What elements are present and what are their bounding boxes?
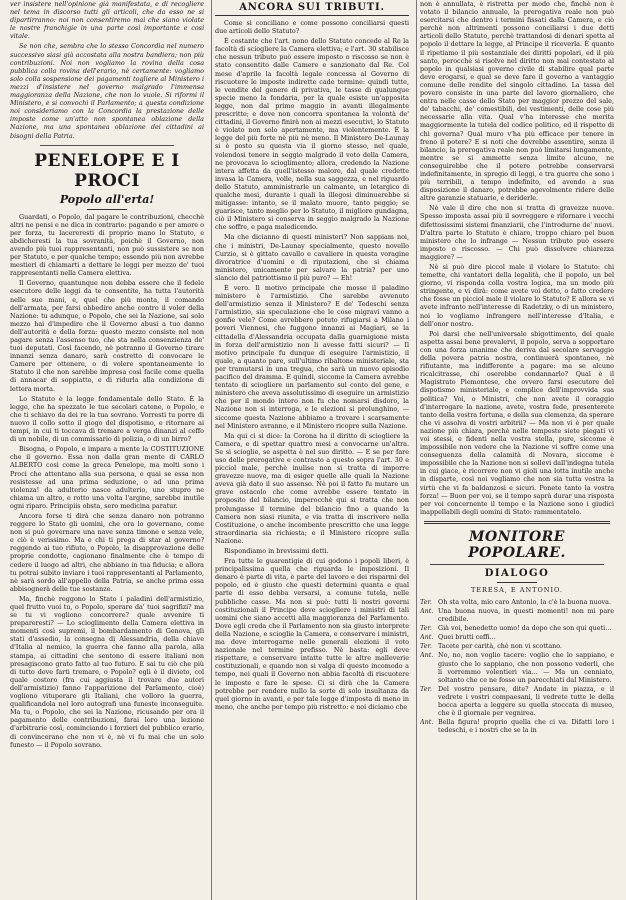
line-text: Bella figura! proprio quella che ci va. Difatti loro i tedeschi, e i nostri che se la in <box>438 718 614 735</box>
paragraph: Fra tutte le guarentigie di cui godono i popoli liberi, è principalissima quella che riguarda le imposizioni. Il denaro è parte di vita, è parte del lavoro e dei risparmi del popolo, ed è giusto che questi determini quanta e qual parte di esso debba versarsi, a comune tutela, nelle pubbliche casse. Ma non si può: tutti li nostri governi costituzionali il Principe deve sciogliere i ministri di tali uomini che siano accetti alla maggioranza del Parlamento. Dove egli creda che il Parlamento non sia giusto interprete della Nazione, e scioglie la Camera, e conservare i ministri, ma deve interrogarne nelle generali elezioni il voto nazionale nel termine prefisso. Nè basta: egli deve rispettare, e conservare intatte tutte le altre malleverie costituzionali, e quando non si valga di questo incomodo a tempo, nei quali il Governo non abbia facoltà di riscuotere le imposte e fare le spese. Ci si dirà che la Camera potrebbe per rendere nullo la sorte di solo insultanza da quel giorno in avanti, e per tale legge d'imposta di meno in meno, che anche per tempo più ristretto: e noi diciamo che <box>215 557 409 711</box>
dialog-line <box>420 718 614 734</box>
paragraph: Se non che, sembra che lo stesso Concordia nel numero successivo siasi già accostata alla nostra bandiera; non più contribuzioni. Noi non vogliamo la rovina della cosa pubblica colla rovina dell'erario, nè certamente: vogliamo solo colla sospensione dei pagamenti togliere al Ministero i mezzi d'insistere nel governo malgrado l'immensa maggioranza della Nazione, che non lo vuole. Si riformi il Ministero, e si convochi il Parlamento; a questa condizione noi consideriamo con la Concordia la prestazione delle imposte come un'atto non spontanea oblazione della Nazione, ma una spontanea oblazione dei cittadini ai bisogni della Patria. <box>10 42 204 140</box>
column-3 <box>420 0 614 900</box>
paragraph: Ma, finchè reggono lo Stato i paladini dell'armistizio, quel frutto vuoi tu, o Popolo, sperare da' tuoi sagrifizi? ma se tu vi vogliono concorrere? quale avvenire ti prepareresti? — Lo scioglimento della Camera elettiva in momenti così supremi, il bombardamento di Genova, gli stati d'assedio, la consegna di Alessandria, della chiave d'Italia al nemico, la guerra che fanno alla parola, alla stampa, ai cittadini che sentono di essere italiani non presagiscono grato fatto al tuo futuro. E sai tu ciò che più di tutto deve farti tremare, o Popolo? egli è il divieto, col quale costoro (fra cui aggiusta il trovare due autori dell'armistizio) fanno l'apparizione del Parlamento, cioè) vogliono vituperare gli Italiani, che volloro la guerra, qualificandola nel loro autografi una funeste inconseguite. Ma tu, o Popolo, che sei la Nazione, ricusando per ora il pagamento delle contribuzioni, farai loro una lezione d'arbitrarie così, cominciando i forzieri del pubblico erario, di convincerano che non vi è, nè vi fu mai che un solo funesto — il Popolo sovrano. <box>10 594 204 749</box>
paragraph: È costante che l'art. nono dello Statuto concede al Re la facoltà di sciogliere la Camera elettiva; e l'art. 30 stabilisce che nessun tributo può essere imposto o riscosso se non è stato consentito dalle Camere e sanzionato dal Re. Col mese d'aprile la facoltà legale concessa al Governo di riscuotere le imposte indirette cade termine: quindi tutte, le vendite del genere di privativa, le tasse di qualunque specie meno la fondaria, per la quale esiste un'apposita legge, non dal primo maggio in avanti illegalmente prescritte; e dove non concorra spontanea la volontà de' cittadini, il Governo finirà non ai mezzi esecutivi, lo Statuto è violato non solo apertamente, ma violentemente. È la legge del più forte nè più nè meno. Il Ministero De-Launay si è posto su questa via il giorno stesso, nel quale, volendosi tenere in seggio malgrado il voto della Camera, ne provocava lo scioglimento; allora, credendo la Nazione intera affetta da quell'istesso malore, dal quale credette invasa la Camera, volle, nella sua saggezza, e nel riguardo dello Statuto, amministrarle un calmante, un letargico di qualche mesi, durante i quali la illegosi diminuerebbe si mitigasse: intanto, se il malato muore, tanto peggio; se guarisce, tanto meglio per lo Statuto, il migliore gundagna, ciò il Ministero si conserva in seggio malgrado la Nazione che soffre, e paga maledicendo. <box>215 37 409 232</box>
line-text: Una buona nuova, in questi momenti! non mi pare credibile. <box>438 607 614 624</box>
paragraph: Come si conciliano e come possono conciliarsi questi due articoli dello Statuto? <box>215 19 409 36</box>
paragraph: Nè si può dire piccol male il violare lo Statuto: chi temette, chi vantatori della legalità, che il popolo, un bel giorno, vi risponda colla vostra logica, ma un modo più stringente, e vi dirà: come avete voi detto, o fatto credere che fosse un picciol male il violare lo Statuto? E allora se vi avete infranto nell'interesse di Radetzky, o di un ministero, noi lo vogliamo infrangere nell'interesse d'Italia, e dell'onor nostro. <box>420 263 614 328</box>
line-text: No, no, non voglio tacere: voglio che lo sappiano, e giusto che lo sappiano, che non possono vederli, che li vorremmo volentieri via... — Ma un cenniato, soltanto che ce ne fosse un parecchiati dal Ministero. <box>438 651 614 684</box>
speaker: Ant. <box>420 718 434 727</box>
article-body <box>215 19 409 711</box>
paragraph: non è annullata, è ristretta per modo che, finchè non è votato il bilancio annuale, la prerogativa reale non può esercitarsi che dentro i termini fissati dalla Camera, e ciò perchè non altrimenti possono conciliarsi i due detti articoli dello Statuto, perchè trattandosi di denari spetta al popolo il dettare la legge, al Principe il riceverla. È quanto il ripetiamo il più sostanziale dei diritti popolari, ed il più santo, perocchè si risolve nel diritto non mai contestato al popolo in qualsiasi governo civile di stabilire qual parte deve erogarsi, e qual se deve fare il governo a vantaggio comune delle rendite del singolo cittadino. La tassa del povero consiste in una parte del lavoro giornaliero, che entra nelle casse dello Stato per maggior prezzo del sale, de' tabacchi, de' comestibili, dei vestimenti, delle cose più necessarie alla vita. Qual v'ha interesse che merita maggiormente la tutela del codice politico, ed il rispetto di chi governa? Qual muro v'ha più efficace per tenere in freno il potere? E si noti che dovrebbe assentire, senza il bilancio, la prerogativa reale non può limitarsi lungamente, mentre se si ammette senza limite alcuno, ne conseguirebbe che il potere potrebbe conservarsi indefinitamente, in spregio di leggi, e tra guerre che sono i più terribili, a tempo indefinito, ed avendo a sua disposizione il danaro, potrebbe agevolmente ridere delle altre garanzie statuarie, e deriderle. <box>420 0 614 203</box>
speaker: Ant. <box>420 633 434 642</box>
paragraph: Ma qui ci si dice: la Corona ha il diritto di sciogliere la Camera, e di spettar quattro mesi a convocarne un'altra. Se si scioglie, se aspetta è nel suo diritto. — E se per fare uso delle prerogative e contrasto a questo sopra l'art. 30 e picciol male, perchè inulise non si tratta di imporre gravezze nuove, ma di esiger quelle alle quali la Nazione aveva già dato il suo assenso. Nè poi il fatto fu mutare un grave ostacolo che come avrebbe essere tentato in proposito del bilancio, imperocchè qui si tratta che non prolungasse il termine del bilancio fino a quando la Camera non siasi riunita, e via tratta di inscrivere nella Costituzione, o anche incombente prescritto che una legge straordinaria sia richiesta; e il Ministero ricopre sulla Nazione. <box>215 431 409 545</box>
divider <box>424 521 610 524</box>
dialog-line <box>420 598 614 606</box>
paragraph: Poi darsi che nell'universale sbigottimento, del quale aspetta assai bene prevalervi, il popolo, serva a sopportare con una forza unanime che deriva dal secolare servaggio della povera patria nostra, continuerà spontaneo, nè rifiutante, ma indifferente a pagare: ma se alcuno ricalcitrasse, chi oserebbe condannarlo? Qual è il Magistrato Piemontese, che ovvero farsi esecutore del dispotismo ministeriale, e complice dell'improvvida sua politica? Voi, o Ministri, che non avete il coraggio d'interrogare la nazione, avete, vostra fede, presenterete tanto della vostra fortuna, e della sua clemenza, da sperare che vi assolva di vostri arbitrii? — Ma non vi è per quale nazione più chiara, perchè nelle tempeste siete piegati vi voi stessi, e fidenti nella vostra stella, pure, siccome è impossibile non vedere che la Nazione vi soffre come una conseguenza della calamità di Novara, siccome è impossibile che la Nazione non si sollevi dall'indegna tutela in cui giace, è ricorrere non vi gioli una lotta inutile anche in disparte, così noi vogliamo che non sia tutta vostra la virtù che vi fa baldanzosi e sicuri. Ponete tanto la vostra forza! — Buon per voi, se il tempo saprà durar una risposta per voi concernente il tempo e la Nazione sono i giudici inappellabili degli uomini di Stato: rammentatelo. <box>420 329 614 516</box>
paragraph: Ma che dicianno di questi ministeri? Non sappiam noi, che i ministri, De-Launay specialmente, questo novello Curzio, si è gittato cavallo e cavaliere in questa voragine divoratrice d'uomini e di riputazioni, che si chiama ministero, unicamente per salvare la patria? per uno slancio del patriottismo il più puro? — Eh! <box>215 233 409 282</box>
line-text: Del vostro pensare, dite? Andate in piazza, e il vedrete i vostri compaesani, li vedrete tutte le della bocca aperta a leggere su quella stoccata di museo, che è il giornale per vegnirea. <box>438 684 614 718</box>
section-title: MONITORE POPOLARE. <box>468 528 566 561</box>
speaker: Ter. <box>420 624 432 633</box>
intro-text <box>10 0 204 140</box>
speaker: Ant. <box>420 651 434 660</box>
column-2 <box>215 0 409 900</box>
dialog-title: DIALOGO <box>484 567 550 579</box>
paragraph: Ancora forse ti dirà che senza danaro non potranno reggere lo Stato gli uomini, che ora lo governano, come non si può governare una nave senza timone e senza vele, e ciò è verissimo. Ma e chi ti prega di star al governo? reggendo ai tuo rifiuto, o Popolo, la disapprovazione delle proprie condotte, cagionano finalmente che è tempo di cedere il luogo ad altri, che abbiano in tua fiducia; e allora tu potrai subito inviare i tuoi rappresentanti al Parlamento, nè sarà sordo all'appello della Patria, se anche prima essa abbisognerà delle tue sostanze. <box>10 511 204 593</box>
dialog-persons: TERESA, E ANTONIO. <box>470 585 564 594</box>
dialog-line <box>420 685 614 717</box>
paragraph: Il Governo, quantunque non debba essere che il fedele esecutore delle leggi da te consentite, ha tutta l'autorità nelle sue mani, e, quel che più monta, il comando dell'armata, per farsi obbedire anche contro il voler della Nazione: tu adunque, o Popolo, che sei la Nazione, sai solo mezzo hai d'impedire che il Governo abusi a tuo danno dell'autorità e della forza: questo mezzo consiste nel non pagare senza l'assenso tuo, che sta nella consenzienza de' tuoi deputati. Così facendo, nè potranno il Governo tirare innanzi senza danaro, sarà costretto di convocare le Camere per ottenere, o di volere spontaneamente lo Statuto il che non sarebbe impresa così facile come quella di annacar di soppiatto, e di ridurla alla condizione di lettera morta. <box>10 279 204 393</box>
speaker: Ant. <box>420 607 434 615</box>
dialog-line <box>420 607 614 623</box>
speaker: Ter. <box>420 597 432 606</box>
divider <box>497 582 537 583</box>
line-text: Già voi, benedetto uomo! da dopo che son qui queti... <box>438 624 612 633</box>
article-body <box>420 0 614 516</box>
line-text: Oh sta volta, mio caro Antonio, la c'è la buona nuova. <box>438 597 612 606</box>
paragraph: Nè vale il dire che non si tratta di gravezze nuove. Spesso imposta assai più il sovreggere e rifornare i vecchi difettosissimi sistemi finanziarii, che l'introdurne de' nuovi. D'altra parte lo Statuto è chiaro, troppo chiaro pel buon ministero che lo infrange — Nessun tributo può essere imposto o riscosso. — Chi può dissolvere chiarezza maggiore? — <box>420 204 614 261</box>
line-text: Tacete per carità, chè non vi scottano. <box>438 642 563 651</box>
dialog-line <box>420 651 614 683</box>
dialog-body <box>420 598 614 735</box>
divider <box>40 145 174 146</box>
column-1 <box>10 0 204 900</box>
column-rule <box>416 0 417 900</box>
dialog-line <box>420 624 614 632</box>
paragraph: Rispondiamo in brevissimi detti. <box>224 547 329 555</box>
line-text: Quei brutti ceffi... <box>438 633 496 642</box>
article-subtitle: Popolo all'erta! <box>59 192 155 206</box>
article-title: ANCORA SUI TRIBUTI. <box>215 2 409 16</box>
paragraph: ver insistere nell'opinione già manifestata, e di recogliere nel tema in discorso tutti gli articoli, che da esso ne si dipartirranno: noi non consentiremo mai che siano violate le nostre franchigie in una parte così importante e così vitale. <box>10 0 204 41</box>
divider <box>430 564 604 565</box>
paragraph: È vero. Il motivo principale che mosse il paladino ministero è l'armistizio. Che sarebbe avvenuto dell'armistizio senza il Ministero? E de' Tedeschi senza l'armistizio, sia speculazione che le cose migravi vanno a gonfie vele? Come avrebbero potuto rifugiarsi a Milano i poveri Viennesi, che fuggono innanzi ai Magiari, se la cittadella d'Alessandria occupata dalla guarnigione mista in forza dell'armistizio non li avesse fatti sicuri? — Il motivo principale fu dunque di eseguire l'armistizio, il quale, a quanto pare, sull'ultimo ribaltone ministeriale, sta per tramutarsi in una tregua, che sarà un nuovo episodio pacifico del dramma. E quindi, siccome la Camera avrebbe tentato di sciogliere un parlamento sul conto del gene, e ministero che aveva assolutissimo di eseguire un armistizio che per il mondo intero non fu che nomarsi disdoro, la Nazione non si interroga, e le elezioni si prolunghino, — siccome questa Nazione abbiamo a trovare i scarsamente nel Ministero avranno, e il Ministero ricopre sulla Nazione. <box>215 284 409 430</box>
article-title: PENELOPE E I PROCI <box>34 150 180 191</box>
column-rule <box>211 0 212 900</box>
dialog-line <box>420 642 614 650</box>
article-body <box>10 213 204 749</box>
paragraph: Bisogna, o Popolo, e impara a mente la COSTITUZIONE che il governo. Essa non dalla gran mente di CARLO ALBERTO così come la greca Penelope, ma molti sono i Proci che attentano alla sua persona, e quai se essa non resistesse ad una prima seduzione, o ad una prima violenza! da adulterio nasce adulterio, uno stupro ne chiama un altro, e rotto una volta l'argine, sarebbe inutile ogni riparo. Principiis obsta, sero medicina paratur. <box>10 445 204 510</box>
paragraph: Lo Statuto è la legge fondamentale dello Stato. È la legge, che ha spezzato le tue secolari catene, o Popolo, e che ti schiavo da dei re la tua sovrano. Vorresti tu porre di nuovo il collo sotto il giogo del dispotismo, e ritornare ai tempi, in cui ti toccava di tremare a verga dinanzi al ceffo di un nobile, di un commissario di polizia, o di un birro? <box>10 394 204 444</box>
speaker: Ter. <box>420 684 432 693</box>
newspaper-page <box>10 0 616 900</box>
divider <box>87 209 127 210</box>
paragraph: Guardati, o Popolo, dal pagare le contribuzioni, checchè altri ne pensi e ne dica in contrario: pagando e per amore o per forza, tu lacereresti di proprio mano lo Statuto, e abdicheresti la tua sovranità, poichè il Governo, non avendo più tuoi rappresentanti, non può sussistere se non per Statuto, e per qualche tempo; essendo più non avrebbe mestieri di chiamarti a dettare le leggi per mezzo de' tuoi rappresentanti nella Camera elettiva. <box>10 212 204 278</box>
dialog-line <box>420 633 614 641</box>
speaker: Ter. <box>420 642 432 651</box>
